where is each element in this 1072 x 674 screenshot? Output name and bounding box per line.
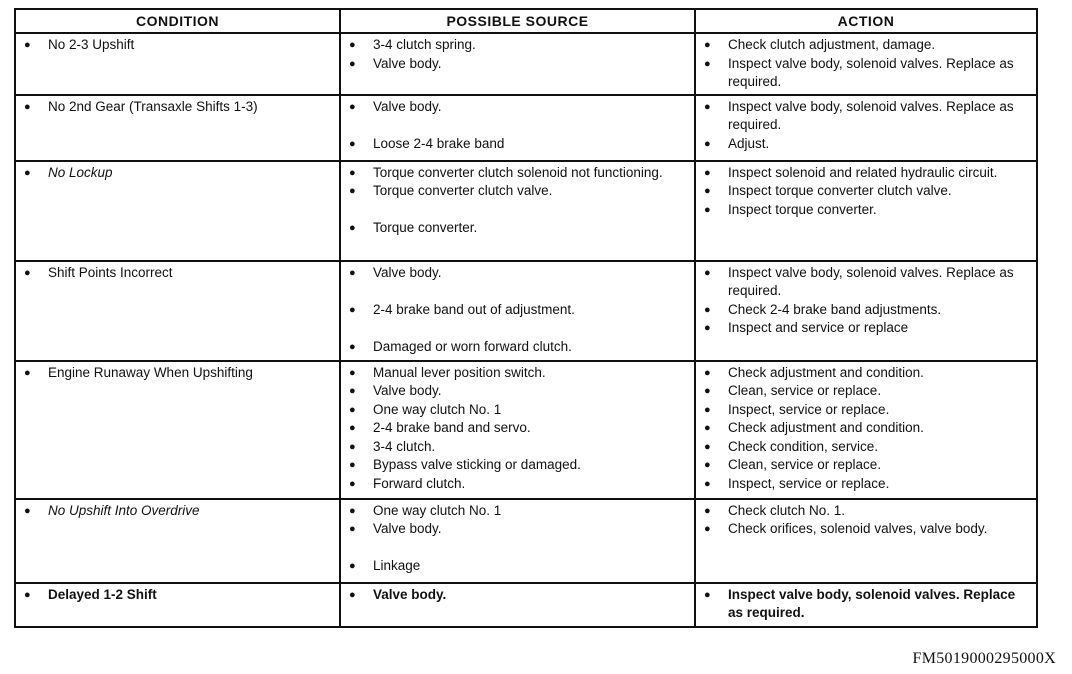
action-cell: ● Inspect valve body, solenoid valves. Replace as required. ● Check 2-4 brake band adjustments. ● Inspect and service or replace — [695, 261, 1037, 361]
table-row — [15, 499, 1037, 583]
bullet-icon: ● — [704, 523, 711, 535]
bullet-icon: ● — [349, 588, 356, 601]
bullet-icon: ● — [349, 459, 356, 471]
bullet-icon: ● — [704, 422, 711, 434]
bullet-icon: ● — [349, 222, 356, 234]
table-row — [15, 583, 1037, 627]
bullet-icon: ● — [704, 303, 711, 316]
bullet-icon: ● — [704, 440, 711, 453]
bullet-icon: ● — [704, 166, 711, 179]
bullet-icon: ● — [704, 322, 711, 334]
bullet-icon: ● — [349, 477, 356, 490]
action-cell: ● Check adjustment and condition. ● Clean, service or replace. ● Inspect, service or replace. ● Check adjustment and condition. ● Check condition, service. ● Clean, service or replace. ● Inspect, service or replace. — [695, 361, 1037, 499]
bullet-icon: ● — [704, 266, 711, 279]
bullet-icon: ● — [704, 459, 711, 471]
bullet-icon: ● — [349, 340, 356, 353]
bullet-icon: ● — [349, 385, 356, 397]
table-row — [15, 33, 1037, 95]
table-row — [15, 361, 1037, 499]
bullet-icon: ● — [24, 100, 31, 113]
bullet-icon: ● — [704, 403, 711, 416]
action-cell: ● Check clutch No. 1. ● Check orifices, solenoid valves, valve body. — [695, 499, 1037, 583]
bullet-icon: ● — [704, 39, 711, 51]
bullet-icon: ● — [349, 366, 356, 379]
table-row — [15, 261, 1037, 361]
table-row — [15, 95, 1037, 161]
condition-cell: ● No 2nd Gear (Transaxle Shifts 1-3) — [15, 95, 340, 161]
bullet-icon: ● — [349, 57, 356, 70]
bullet-icon: ● — [704, 477, 711, 490]
diagnosis-table — [14, 8, 1038, 628]
bullet-icon: ● — [24, 166, 31, 179]
bullet-icon: ● — [704, 100, 711, 113]
bullet-icon: ● — [349, 185, 356, 197]
source-cell: ● Valve body. ● 2-4 brake band out of adjustment. ● Damaged or worn forward clutch. — [340, 261, 695, 361]
header-action: ACTION — [695, 9, 1037, 33]
bullet-icon: ● — [349, 39, 356, 51]
condition-cell: ● No 2-3 Upshift — [15, 33, 340, 95]
source-cell: ● One way clutch No. 1 ● Valve body. ● Linkage — [340, 499, 695, 583]
bullet-icon: ● — [349, 403, 356, 416]
bullet-icon: ● — [704, 588, 711, 601]
bullet-icon: ● — [24, 504, 31, 517]
condition-cell: ● Delayed 1-2 Shift — [15, 583, 340, 627]
action-cell: ● Inspect valve body, solenoid valves. Replace as required. ● Adjust. — [695, 95, 1037, 161]
bullet-icon: ● — [349, 137, 356, 150]
bullet-icon: ● — [349, 303, 356, 316]
source-cell: ● 3-4 clutch spring. ● Valve body. — [340, 33, 695, 95]
bullet-icon: ● — [349, 422, 356, 434]
bullet-icon: ● — [349, 523, 356, 535]
bullet-icon: ● — [349, 440, 356, 453]
source-cell: ● Valve body. ● Loose 2-4 brake band — [340, 95, 695, 161]
figure-code: FM5019000295000X — [912, 650, 1056, 667]
bullet-icon: ● — [704, 366, 711, 379]
bullet-icon: ● — [24, 39, 31, 51]
header-condition: CONDITION — [15, 9, 340, 33]
troubleshooting-document — [14, 8, 1036, 628]
bullet-icon: ● — [349, 560, 356, 572]
bullet-icon: ● — [24, 588, 31, 601]
source-cell: ● Manual lever position switch. ● Valve body. ● One way clutch No. 1 ● 2-4 brake band and servo. ● 3-4 clutch. ● Bypass valve sticking or damaged. ● Forward clutch. — [340, 361, 695, 499]
condition-cell: ● Shift Points Incorrect — [15, 261, 340, 361]
bullet-icon: ● — [24, 266, 31, 279]
bullet-icon: ● — [704, 57, 711, 70]
header-row — [15, 9, 1037, 33]
condition-cell: ● No Upshift Into Overdrive — [15, 499, 340, 583]
action-cell: ● Inspect solenoid and related hydraulic circuit. ● Inspect torque converter clutch valve. ● Inspect torque converter. — [695, 161, 1037, 261]
table-row — [15, 161, 1037, 261]
bullet-icon: ● — [704, 185, 711, 197]
bullet-icon: ● — [349, 100, 356, 113]
bullet-icon: ● — [704, 504, 711, 517]
condition-cell: ● Engine Runaway When Upshifting — [15, 361, 340, 499]
header-possible-source: POSSIBLE SOURCE — [340, 9, 695, 33]
bullet-icon: ● — [704, 385, 711, 397]
condition-cell: ● No Lockup — [15, 161, 340, 261]
bullet-icon: ● — [704, 137, 711, 150]
source-cell: ● Torque converter clutch solenoid not functioning. ● Torque converter clutch valve. ● Torque converter. — [340, 161, 695, 261]
bullet-icon: ● — [349, 266, 356, 279]
bullet-icon: ● — [349, 166, 356, 179]
source-cell: ● Valve body. — [340, 583, 695, 627]
action-cell: ● Check clutch adjustment, damage. ● Inspect valve body, solenoid valves. Replace as required. — [695, 33, 1037, 95]
bullet-icon: ● — [24, 366, 31, 379]
bullet-icon: ● — [704, 203, 711, 216]
action-cell: ● Inspect valve body, solenoid valves. Replace as required. — [695, 583, 1037, 627]
bullet-icon: ● — [349, 504, 356, 517]
